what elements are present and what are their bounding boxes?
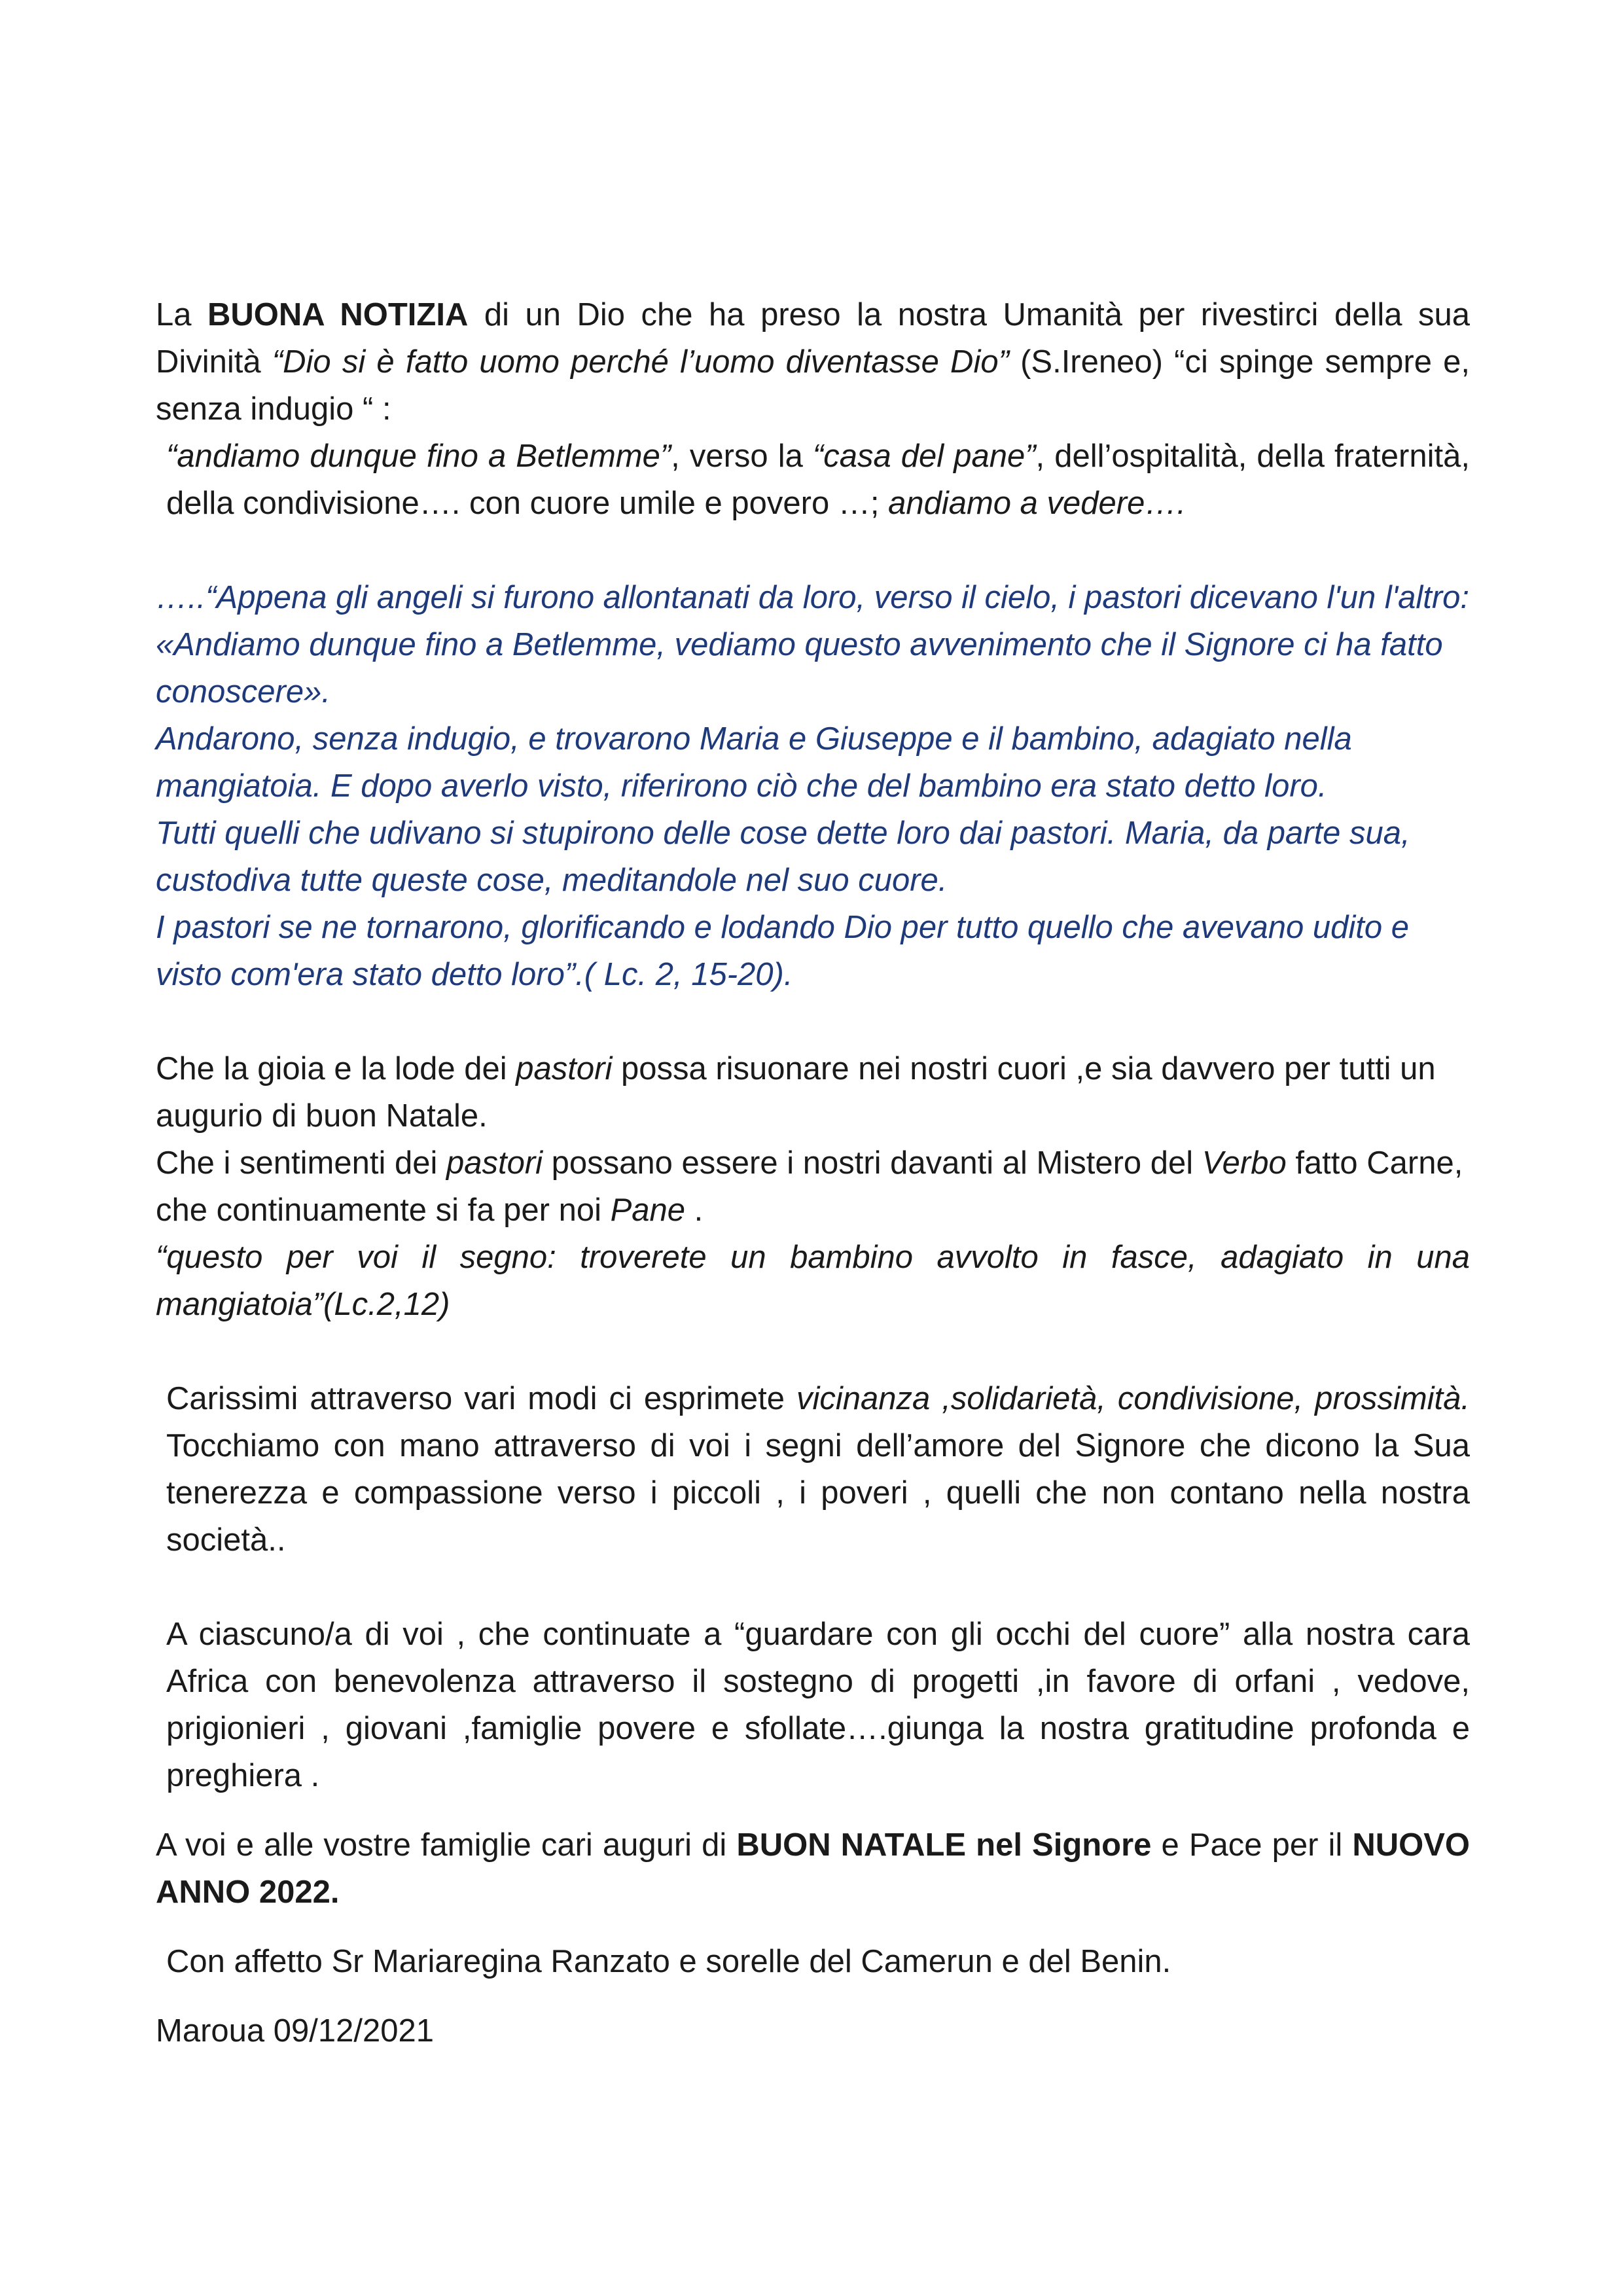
italic-text: Pane bbox=[610, 1193, 686, 1228]
bold-text: BUON NATALE nel Signore bbox=[736, 1827, 1152, 1863]
text: Che la gioia e la lode dei bbox=[156, 1051, 516, 1086]
text: , verso la bbox=[671, 439, 813, 474]
paragraph-sentimenti bbox=[156, 1139, 1470, 1234]
text: di un Dio che ha preso la nostra Umanità per rivestirci della sua Divinità bbox=[156, 297, 1470, 380]
text: e Pace per il bbox=[1151, 1827, 1353, 1863]
paragraph-betlemme bbox=[156, 433, 1470, 527]
text: Che i sentimenti dei bbox=[156, 1145, 446, 1181]
signature-line bbox=[156, 1938, 1470, 1985]
text: , dell’ospitalità, della fraternità, della condivisione…. con cuore umile e povero …; bbox=[166, 439, 1470, 521]
italic-text: Verbo bbox=[1202, 1145, 1287, 1181]
paragraph-carissimi bbox=[156, 1375, 1470, 1564]
text: . bbox=[685, 1193, 704, 1228]
text: La bbox=[156, 297, 208, 332]
letter-body bbox=[156, 291, 1470, 2054]
text: A voi e alle vostre famiglie cari auguri di bbox=[156, 1827, 737, 1863]
bold-text: NUOVO ANNO 2022. bbox=[156, 1827, 1470, 1910]
italic-text: pastori bbox=[516, 1051, 613, 1086]
paragraph-intro bbox=[156, 291, 1470, 433]
text: Con affetto Sr Mariaregina Ranzato e sorelle del Camerun e del Benin. bbox=[166, 1944, 1171, 1979]
italic-text: “Dio si è fatto uomo perché l’uomo diventasse Dio” bbox=[272, 344, 1009, 380]
text: Maroua 09/12/2021 bbox=[156, 2013, 434, 2049]
italic-text: vicinanza ,solidarietà, condivisione, prossimità. bbox=[796, 1381, 1471, 1416]
gospel-quote bbox=[156, 574, 1470, 998]
italic-text: andiamo a vedere…. bbox=[888, 486, 1186, 521]
quote-line: Andarono, senza indugio, e trovarono Maria e Giuseppe e il bambino, adagiato nella mangiatoia. E dopo averlo visto, riferirono ciò che del bambino era stato detto loro. bbox=[156, 721, 1352, 804]
text: possa risuonare nei nostri cuori ,e sia davvero per tutti un augurio di buon Natale. bbox=[156, 1051, 1436, 1134]
bold-text: BUONA NOTIZIA bbox=[207, 297, 469, 332]
paragraph-auguri bbox=[156, 1821, 1470, 1916]
paragraph-gioia bbox=[156, 1045, 1470, 1139]
text: Tocchiamo con mano attraverso di voi i segni dell’amore del Signore che dicono la Sua tenerezza e compassione verso i piccoli , i poveri , quelli che non contano nella nostra società.. bbox=[166, 1428, 1470, 1558]
place-date bbox=[156, 2007, 1470, 2054]
text: fatto Carne, che continuamente si fa per noi bbox=[156, 1145, 1463, 1228]
text: A ciascuno/a di voi , che continuate a “guardare con gli occhi del cuore” alla nostra cara Africa con benevolenza attraverso il sostegno di progetti ,in favore di orfani , vedove, prigionieri , giovani ,famiglie povere e sfollate….giunga la nostra gratitudine profonda e preghiera . bbox=[166, 1617, 1470, 1793]
quote-line: I pastori se ne tornarono, glorificando e lodando Dio per tutto quello che avevano udito e visto com'era stato detto loro”.( Lc. 2, 15-20). bbox=[156, 910, 1409, 992]
italic-text: “andiamo dunque fino a Betlemme” bbox=[166, 439, 671, 474]
text: (S.Ireneo) “ci spinge sempre e, senza indugio “ : bbox=[156, 344, 1470, 427]
quote-line: …..“Appena gli angeli si furono allontanati da loro, verso il cielo, i pastori dicevano l'un l'altro: «Andiamo dunque fino a Betlemme, vediamo questo avvenimento che il Signore ci ha fatto conoscere». bbox=[156, 580, 1470, 709]
italic-text: pastori bbox=[446, 1145, 543, 1181]
paragraph-ciascuno bbox=[156, 1611, 1470, 1799]
italic-text: “casa del pane” bbox=[812, 439, 1036, 474]
italic-text: “questo per voi il segno: troverete un bambino avvolto in fasce, adagiato in una mangiatoia”(Lc.2,12) bbox=[156, 1240, 1470, 1322]
text: Carissimi attraverso vari modi ci esprimete bbox=[166, 1381, 796, 1416]
text: possano essere i nostri davanti al Mistero del bbox=[543, 1145, 1202, 1181]
paragraph-segno bbox=[156, 1234, 1470, 1328]
quote-line: Tutti quelli che udivano si stupirono delle cose dette loro dai pastori. Maria, da parte sua, custodiva tutte queste cose, meditandole nel suo cuore. bbox=[156, 816, 1410, 898]
